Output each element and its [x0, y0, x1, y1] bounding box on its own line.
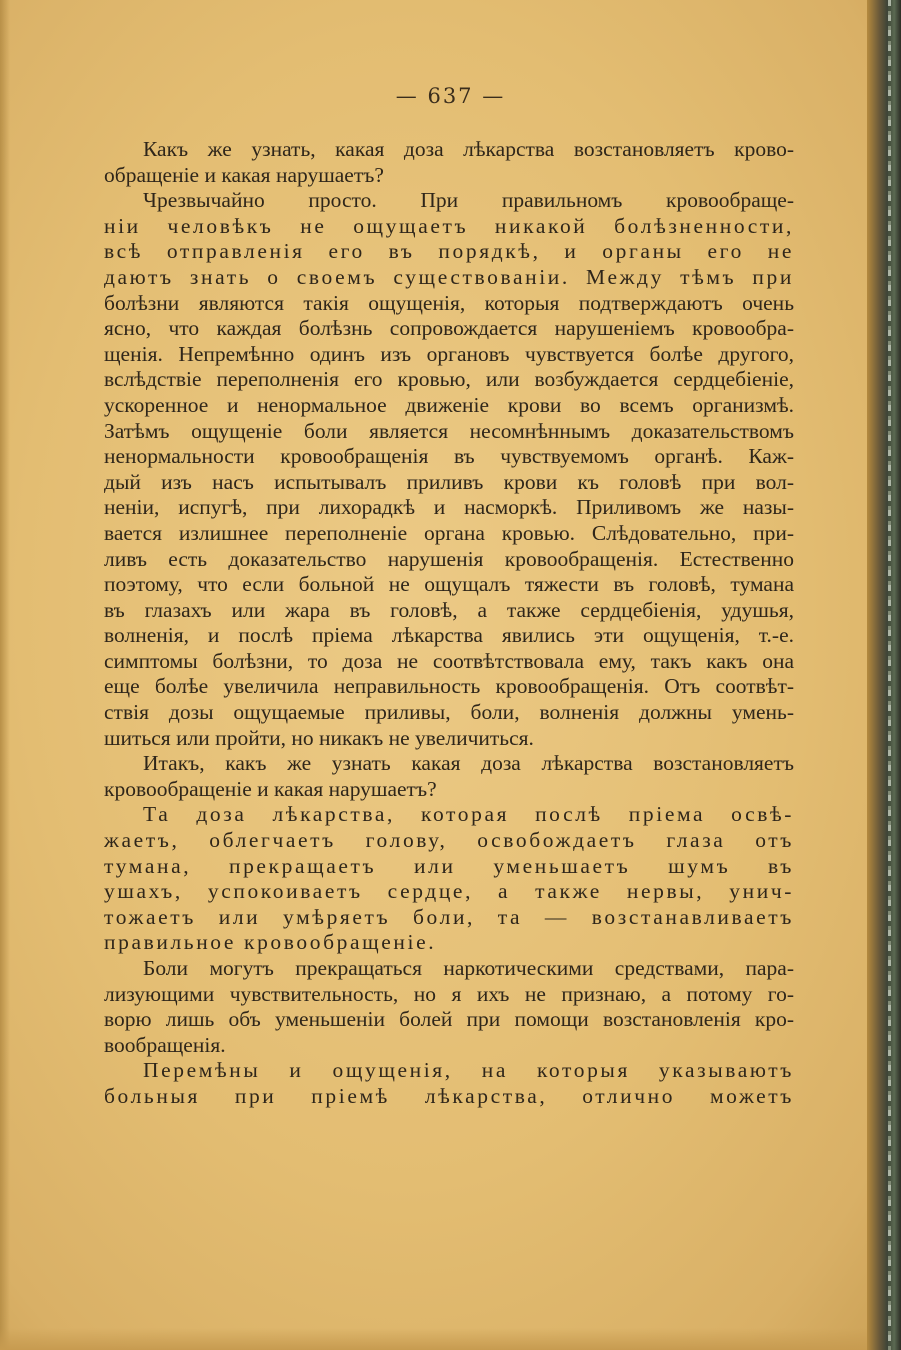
text-line: лизующими чувствительность, но я ихъ не признаю, а потому го- — [104, 981, 794, 1006]
text-line: ясно, что каждая болѣзнь сопровождается нарушеніемъ кровообра- — [104, 316, 794, 341]
text-line: даютъ знать о своемъ существованіи. Между тѣмъ при — [104, 264, 794, 289]
text-line: Затѣмъ ощущеніе боли является несомнѣннымъ доказательствомъ — [104, 418, 794, 443]
text-line: волненія, и послѣ пріема лѣкарства явились эти ощущенія, т.-е. — [104, 623, 794, 648]
text-line: тумана, прекращаетъ или уменьшаетъ шумъ въ — [104, 853, 794, 878]
text-line: Чрезвычайно просто. При правильномъ кровообраще- — [143, 188, 794, 213]
text-line: всѣ отправленія его въ порядкѣ, и органы его не — [104, 239, 794, 264]
text-line: Какъ же узнать, какая доза лѣкарства возстановляетъ крово- — [143, 137, 794, 161]
text-line: дый изъ насъ испытывалъ приливъ крови къ головѣ при вол- — [104, 469, 794, 494]
text-line: кровообращеніе и какая нарушаетъ? — [104, 776, 437, 801]
text-line: вслѣдствіе переполненія его кровью, или возбуждается сердцебіеніе, — [104, 367, 794, 392]
text-line: Боли могутъ прекращаться наркотическими средствами, пара- — [143, 956, 794, 980]
text-line: поэтому, что если больной не ощущалъ тяжести въ головѣ, тумана — [104, 572, 794, 597]
text-line: болѣзни являются такія ощущенія, которыя подтверждаютъ очень — [104, 290, 794, 315]
text-line: Перемѣны и ощущенія, на которыя указываютъ — [143, 1058, 794, 1083]
page-left-edge — [0, 0, 10, 1350]
page-bottom-edge — [0, 1328, 901, 1350]
book-spine-strip — [888, 0, 891, 1350]
text-line: ворю лишь объ уменьшеніи болей при помощи возстановленія кро- — [104, 1007, 794, 1032]
text-line: вообращенія. — [104, 1032, 226, 1057]
text-line: Та доза лѣкарства, которая послѣ пріема освѣ- — [143, 802, 794, 827]
text-line: ствія дозы ощущаемые приливы, боли, волненія должны умень- — [104, 700, 794, 725]
text-line: ушахъ, успокоиваетъ сердце, а также нервы, унич- — [104, 879, 794, 904]
text-line: жаетъ, облегчаетъ голову, освобождаетъ глаза отъ — [104, 828, 794, 853]
page-number: — 637 — — [395, 84, 506, 108]
text-line: неніи, испугѣ, при лихорадкѣ и насморкѣ. Приливомъ же назы- — [104, 495, 794, 520]
text-line: тожаетъ или умѣряетъ боли, та — возстанавливаетъ — [104, 904, 794, 929]
text-line: симптомы болѣзни, то доза не соотвѣтствовала ему, такъ какъ она — [104, 648, 794, 673]
text-line: обращеніе и какая нарушаетъ? — [104, 162, 384, 187]
text-line: правильное кровообращеніе. — [104, 930, 437, 955]
text-line: Итакъ, какъ же узнать какая доза лѣкарства возстановляетъ — [143, 751, 794, 776]
book-spine-edge — [867, 0, 901, 1350]
text-line: щенія. Непремѣнно одинъ изъ органовъ чувствуется болѣе другого, — [104, 341, 794, 366]
text-line: въ глазахъ или жара въ головѣ, а также сердцебіенія, удушья, — [104, 597, 794, 622]
text-line: ненормальности кровообращенія въ чувствуемомъ органѣ. Каж- — [104, 444, 794, 469]
text-line: больныя при пріемѣ лѣкарства, отлично можетъ — [104, 1083, 794, 1108]
text-line: еще болѣе увеличила неправильность кровообращенія. Отъ соотвѣт- — [104, 674, 794, 699]
text-line: шиться или пройти, но никакъ не увеличиться. — [104, 725, 534, 750]
text-line: ніи человѣкъ не ощущаетъ никакой болѣзненности, — [104, 213, 794, 238]
text-line: вается излишнее переполненіе органа кровью. Слѣдовательно, при- — [104, 520, 794, 545]
body-text — [104, 137, 794, 1110]
text-line: ливъ есть доказательство нарушенія кровообращенія. Естественно — [104, 546, 794, 571]
text-line: ускоренное и ненормальное движеніе крови во всемъ организмѣ. — [104, 392, 794, 417]
